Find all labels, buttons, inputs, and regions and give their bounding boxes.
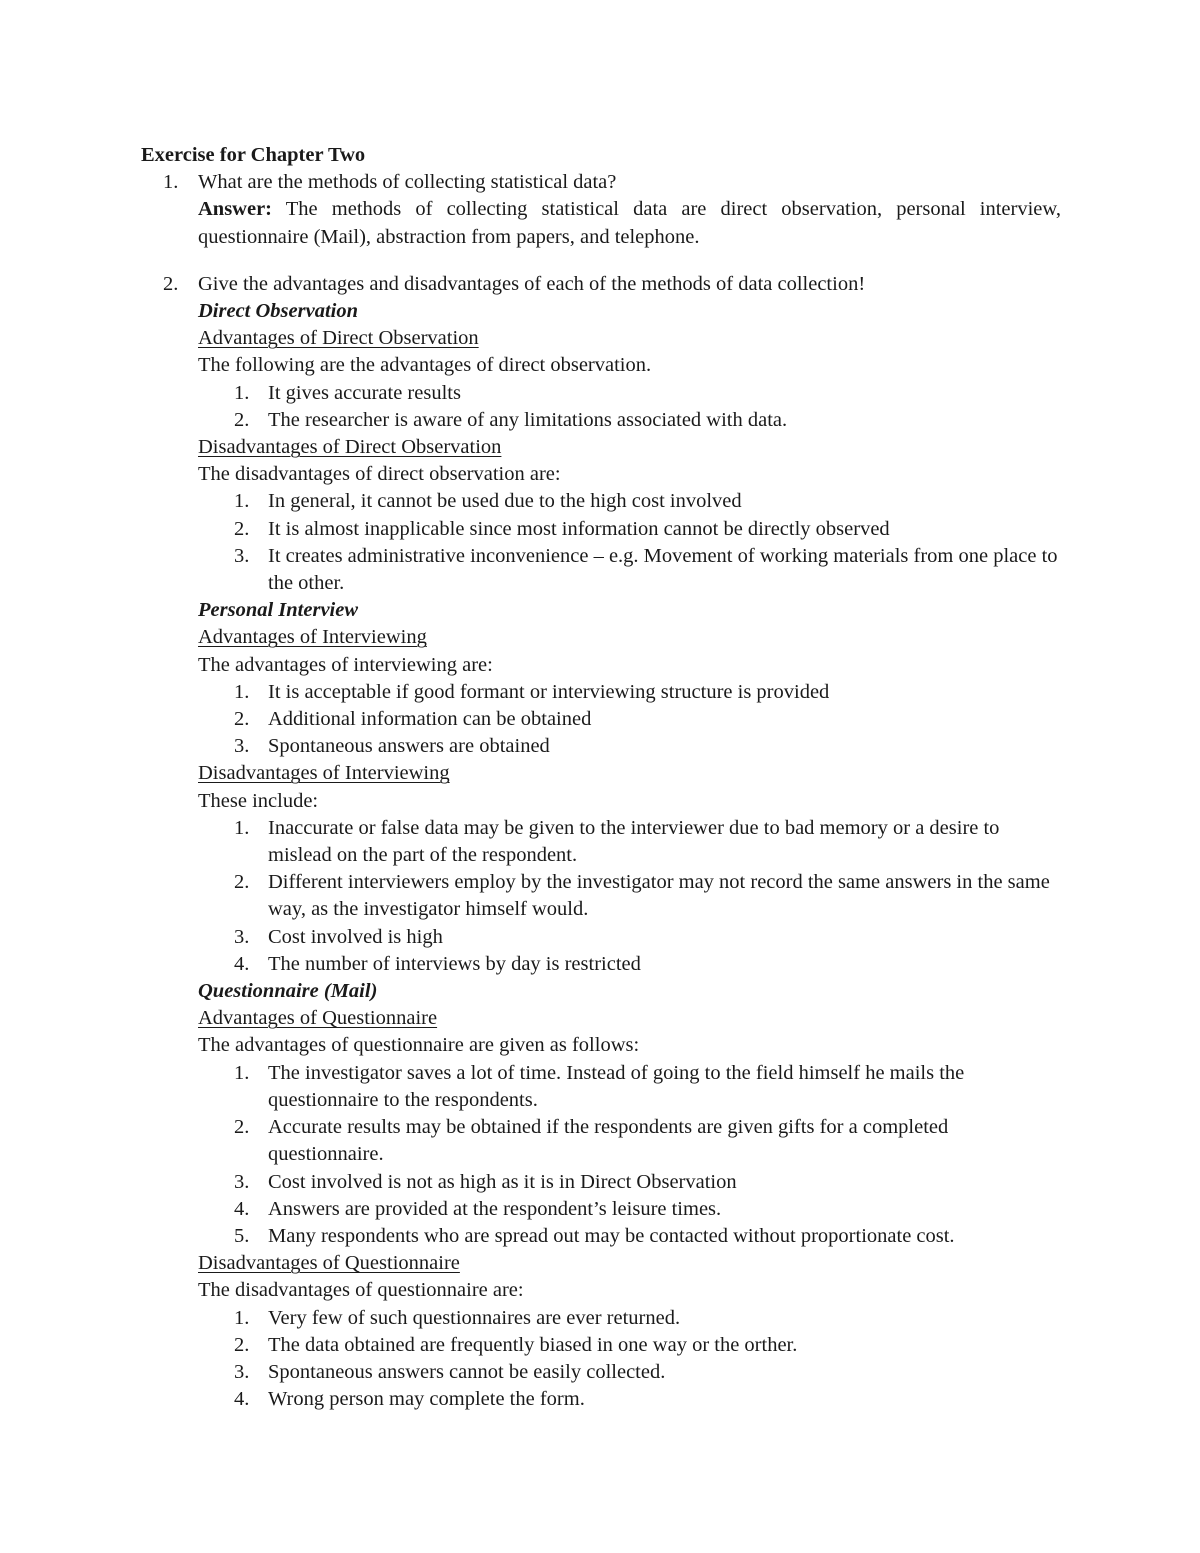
list-item: 1. Very few of such questionnaires are ever returned. xyxy=(234,1306,681,1329)
question-1-number: 1. xyxy=(163,171,179,194)
interview-advantages-title: Advantages of Interviewing xyxy=(198,626,427,649)
list-item: 5. Many respondents who are spread out may be contacted without proportionate cost. xyxy=(234,1224,955,1247)
questionnaire-advantages-title: Advantages of Questionnaire xyxy=(198,1007,438,1030)
list-item: 4. Wrong person may complete the form. xyxy=(234,1388,585,1411)
list-item: 3. Cost involved is high xyxy=(234,925,443,948)
direct-advantages-intro: The following are the advantages of direct observation. xyxy=(198,354,652,377)
questionnaire-disadvantages-title: Disadvantages of Questionnaire xyxy=(198,1252,460,1275)
list-item: 2. The data obtained are frequently biased in one way or the orther. xyxy=(234,1333,798,1356)
list-item: 1. Inaccurate or false data may be given to the interviewer due to bad memory or a desire to mislead on the part of the respondent. xyxy=(234,816,1000,867)
answer-1 xyxy=(198,196,1061,250)
questionnaire-disadvantages-list xyxy=(198,1305,1061,1414)
list-item: 1. It is acceptable if good formant or interviewing structure is provided xyxy=(234,680,830,703)
spacer xyxy=(141,251,1061,271)
interview-disadvantages-list xyxy=(198,815,1061,978)
answer-text: The methods of collecting statistical data are direct observation, personal interview, questionnaire (Mail), abstraction from papers, and telephone. xyxy=(198,198,1061,248)
document-title: Exercise for Chapter Two xyxy=(141,144,366,166)
interview-disadvantages-title: Disadvantages of Interviewing xyxy=(198,762,450,785)
answer-label: Answer: xyxy=(198,198,273,221)
questionnaire-advantages-intro: The advantages of questionnaire are given as follows: xyxy=(198,1034,640,1057)
document-page xyxy=(141,142,1061,1413)
list-item: 2. Accurate results may be obtained if the respondents are given gifts for a completed questionnaire. xyxy=(234,1116,949,1166)
direct-observation-heading: Direct Observation xyxy=(198,300,358,322)
list-item: 4. The number of interviews by day is restricted xyxy=(234,952,641,975)
questionnaire-heading: Questionnaire (Mail) xyxy=(198,980,378,1003)
list-item: 3. Spontaneous answers cannot be easily collected. xyxy=(234,1360,666,1383)
interview-advantages-list xyxy=(198,679,1061,761)
list-item: 3. Spontaneous answers are obtained xyxy=(234,735,550,758)
list-item: 1. It gives accurate results xyxy=(234,381,461,404)
list-item: 2. The researcher is aware of any limitations associated with data. xyxy=(234,408,788,431)
list-item: 1. In general, it cannot be used due to the high cost involved xyxy=(234,490,742,513)
question-2-number: 2. xyxy=(163,272,179,295)
direct-advantages-list xyxy=(198,380,1061,434)
list-item: 2. Additional information can be obtained xyxy=(234,708,592,731)
question-1 xyxy=(141,169,1061,251)
list-item: 3. Cost involved is not as high as it is in Direct Observation xyxy=(234,1170,737,1193)
question-1-text: What are the methods of collecting statistical data? xyxy=(198,171,617,194)
questionnaire-disadvantages-intro: The disadvantages of questionnaire are: xyxy=(198,1279,524,1302)
list-item: 4. Answers are provided at the respondent’s leisure times. xyxy=(234,1197,722,1220)
list-item: 3. It creates administrative inconvenience – e.g. Movement of working materials from one place to the other. xyxy=(234,544,1058,595)
question-2 xyxy=(141,271,1061,1414)
direct-advantages-title: Advantages of Direct Observation xyxy=(198,327,479,350)
direct-disadvantages-list xyxy=(198,488,1061,597)
list-item: 2. Different interviewers employ by the investigator may not record the same answers in the same way, as the investigator himself would. xyxy=(234,871,1050,921)
question-2-text: Give the advantages and disadvantages of each of the methods of data collection! xyxy=(198,272,866,295)
list-item: 1. The investigator saves a lot of time. Instead of going to the field himself he mails the questionnaire to the respondents. xyxy=(234,1061,965,1111)
direct-disadvantages-title: Disadvantages of Direct Observation xyxy=(198,436,502,459)
interview-disadvantages-intro: These include: xyxy=(198,789,319,812)
list-item: 2. It is almost inapplicable since most information cannot be directly observed xyxy=(234,517,890,540)
personal-interview-heading: Personal Interview xyxy=(198,599,359,622)
interview-advantages-intro: The advantages of interviewing are: xyxy=(198,653,493,676)
direct-disadvantages-intro: The disadvantages of direct observation are: xyxy=(198,463,561,486)
questionnaire-advantages-list xyxy=(198,1060,1061,1250)
